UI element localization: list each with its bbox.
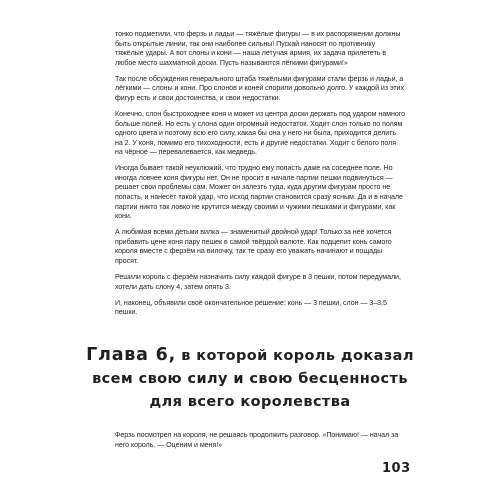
paragraph: тонко подметили, что ферзь и ладьи — тяжёлые фигуры — в их распоряжении должны быть открытые линии, так они наиболее сильны! Пускай наносят по противнику тяжёлые удары. А вот слоны и кони — наша летучая армия, их задача прилететь в любое место шахматной доски. Пусть называются лёгкими фигурами!» [115,30,401,67]
chapter-title-part-1: в которой король доказал [181,348,414,364]
paragraph: Так после обсуждения генерального штаба тяжёлыми фигурами стали ферзь и ладьи, а лёгкими — слоны и кони. Про слонов и коней спорили довольно долго. У каждой из этих фигур есть и свои достоинства, и свои недостатки. [115,74,404,102]
paragraph: Конечно, слон быстроходнее коня и может из центра доски держать под ударом намного больше полей. Но есть у слона один огромный недостаток. Ходит слон только по полям одного цвета и поэтому всю его силу, какая бы она у него ни была, приходится делить на 2. У коня, помимо его тихоходности, есть и другие недостатки. Ходит с белого поля на чёрное — перевалевается, как медведь. [115,109,405,157]
chapter-number: Глава 6, [86,345,177,365]
page-number: 103 [382,461,411,476]
paragraph: Решили король с ферзём назначить силу каждой фигуре в 3 пешки, потом передумали, хотели дать слону 4, затем опять 3. [115,273,401,291]
paragraph: И, наконец, объявили своё окончательное решение: конь — 3 пешки, слон — 3–3,5 пешки. [115,298,387,317]
paragraph: Иногда бывает такой неуклюжий, что трудно ему попасть даже на соседнее поле. Но иногда ловчее коня фигуры нет. Он не просит в начале партии пешки подвинуться — решает свои проблемы сам. Может он залезть туда, куда другим фигурам просто не попасть, и нанесёт такой удар, что исход партии становится сразу ясным. Да и в начале партии никто так ловко не крутится между своими и чужими пешками и фигурами, как кони. [115,164,403,221]
paragraph: Ферзь посмотрел на короля, не решаясь продолжить разговор. «Понимаю! — начал за него король. — Оценим и меня!» [115,431,399,449]
body-text-top [115,30,405,324]
paragraph: А любимая всеми детьми вилка — знаменитый двойной удар! Только за неё хочется прибавить цене коня пару пешек в самой твёрдой валюте. Как подцепит конь самого короля вместе с ферзём на вилочку, так те сразу его уважать начинают и пощады просят. [115,228,392,266]
chapter-title-part-3: для всего королевства [149,394,351,410]
body-text-bottom [115,431,405,457]
chapter-heading-line-1 [60,343,440,368]
chapter-title-part-2: всем свою силу и свою бесценность [92,371,408,387]
chapter-heading [60,343,440,414]
